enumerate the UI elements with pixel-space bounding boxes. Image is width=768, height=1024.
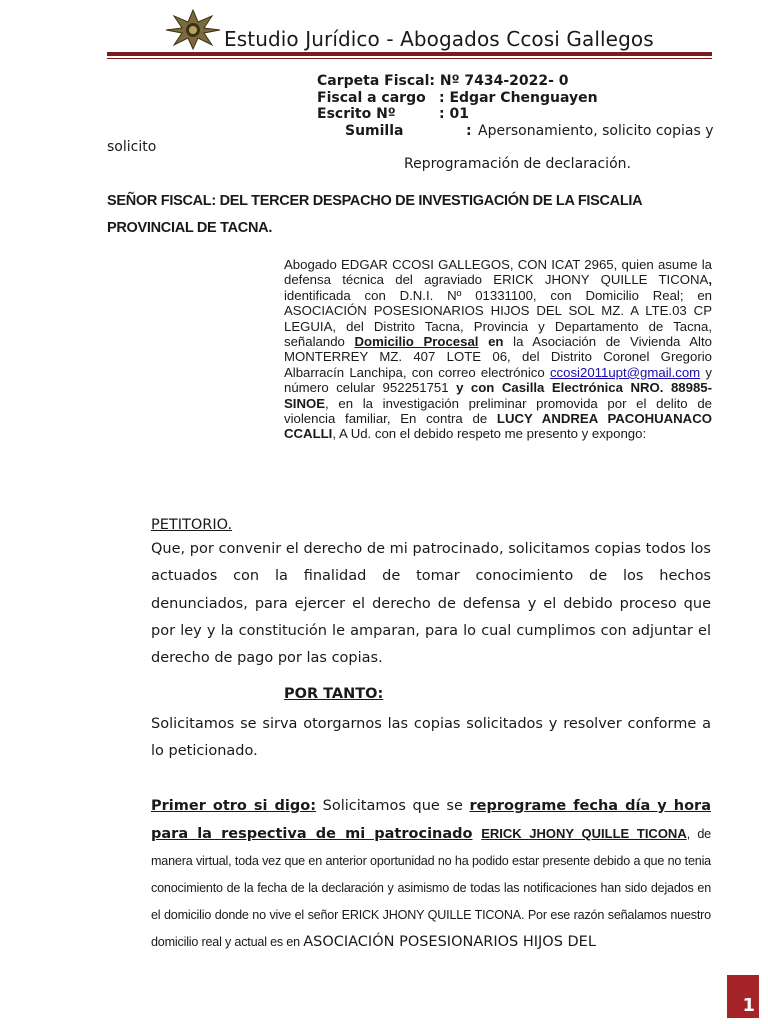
escrito-label: Escrito Nº	[317, 106, 396, 122]
firm-name: Estudio Jurídico - Abogados Ccosi Gallegos	[224, 27, 654, 51]
intro-text-5: , en la investigación preliminar promovida por el delito de violencia familiar, En contra de	[284, 395, 712, 427]
petitorio-text: Que, por convenir el derecho de mi patrocinado, solicitamos copias todos los actuados con la finalidad de tomar conocimiento de los hechos denunciados, para ejercer el derecho de defensa y el debido proceso que por ley y la constitución le amparan, para lo cual cumplimos con adjuntar el derecho de pago por las copias.	[151, 541, 711, 667]
petitorio-heading: PETITORIO.	[151, 517, 233, 533]
page-number: 1	[742, 995, 755, 1016]
sumilla-line2: Reprogramación de declaración.	[404, 156, 631, 172]
por-tanto-heading: POR TANTO:	[284, 686, 384, 702]
otro-si-text-2: , de manera virtual, toda vez que en anterior oportunidad no ha podido estar presente debido a que no tenia conocimiento de la fecha de la declaración y asimismo de todas las notificaciones han sido dejados en el domicilio donde no vive el señor ERICK JHONY QUILLE TICONA. Por ese razón señalamos nuestro domicilio real y actual es en	[151, 827, 711, 949]
otro-si-label: Primer otro si digo:	[151, 798, 317, 814]
firm-emblem-icon	[160, 8, 226, 50]
otro-si-text-3: ASOCIACIÓN POSESIONARIOS HIJOS DEL	[303, 934, 596, 950]
intro-text-1: Abogado EDGAR CCOSI GALLEGOS, CON ICAT 2965, quien asume la defensa técnica del agraviado ERICK JHONY QUILLE TICONA	[284, 257, 712, 288]
header-rule-thin	[107, 58, 712, 59]
fiscal-label: Fiscal a cargo	[317, 90, 426, 106]
intro-text-3: la Asociación de Vivienda Alto MONTERREY MZ. 407 LOTE 06, del Distrito Coronel Gregorio Albarracín Lanchipa, con correo electrónico	[284, 334, 712, 380]
sumilla-continuation: solicito	[107, 139, 157, 155]
intro-text-2: identificada con D.N.I. Nº 01331100, con Domicilio Real; en ASOCIACIÓN POSESIONARIOS HIJOS DEL SOL MZ. A LTE.03 CP LEGUIA, del Distrito Tacna, Provincia y Departamento de Tacna, señalando	[284, 287, 712, 350]
otro-si-space	[473, 826, 482, 842]
intro-text-6: , A Ud. con el debido respeto me presento y expongo:	[332, 426, 647, 442]
escrito-number	[317, 106, 469, 122]
addressee-line1: SEÑOR FISCAL: DEL TERCER DESPACHO DE INVESTIGACIÓN DE LA FISCALIA	[107, 193, 643, 209]
sumilla-colon: :	[466, 123, 472, 139]
sumilla	[345, 123, 714, 139]
otro-si-request: reprograme fecha día y hora para la respectiva de mi patrocinado	[151, 798, 711, 842]
intro-en: en	[478, 334, 504, 350]
fiscal-value: : Edgar Chenguayen	[439, 90, 598, 106]
carpeta-fiscal: Carpeta Fiscal: Nº 7434-2022- 0	[317, 73, 569, 89]
addressee-line2: PROVINCIAL DE TACNA.	[107, 220, 273, 236]
addressee	[107, 188, 717, 242]
fiscal-a-cargo	[317, 90, 598, 106]
intro-comma: ,	[708, 272, 712, 288]
header-rule-thick	[107, 52, 712, 56]
contra-name: LUCY ANDREA PACOHUANACO CCALLI	[284, 411, 712, 442]
sumilla-value: Apersonamiento, solicito copias y	[478, 123, 714, 139]
sumilla-label: Sumilla	[345, 123, 404, 139]
otro-si-paragraph	[151, 793, 711, 956]
escrito-value: : 01	[439, 106, 469, 122]
intro-paragraph	[284, 257, 712, 442]
por-tanto-text: Solicitamos se sirva otorgarnos las copias solicitados y resolver conforme a lo peticionado.	[151, 716, 711, 759]
page-number-badge	[727, 975, 759, 1018]
patrocinado-name: ERICK JHONY QUILLE TICONA	[481, 826, 687, 841]
casilla-electronica: y con Casilla Electrónica NRO. 88985-SINOE	[284, 380, 713, 411]
otro-si-text-1: Solicitamos que se	[316, 798, 470, 814]
domicilio-procesal: Domicilio Procesal	[354, 334, 479, 350]
intro-text-4: y número celular 952251751	[284, 364, 712, 396]
email-link[interactable]: ccosi2011upt@gmail.com	[549, 364, 701, 380]
